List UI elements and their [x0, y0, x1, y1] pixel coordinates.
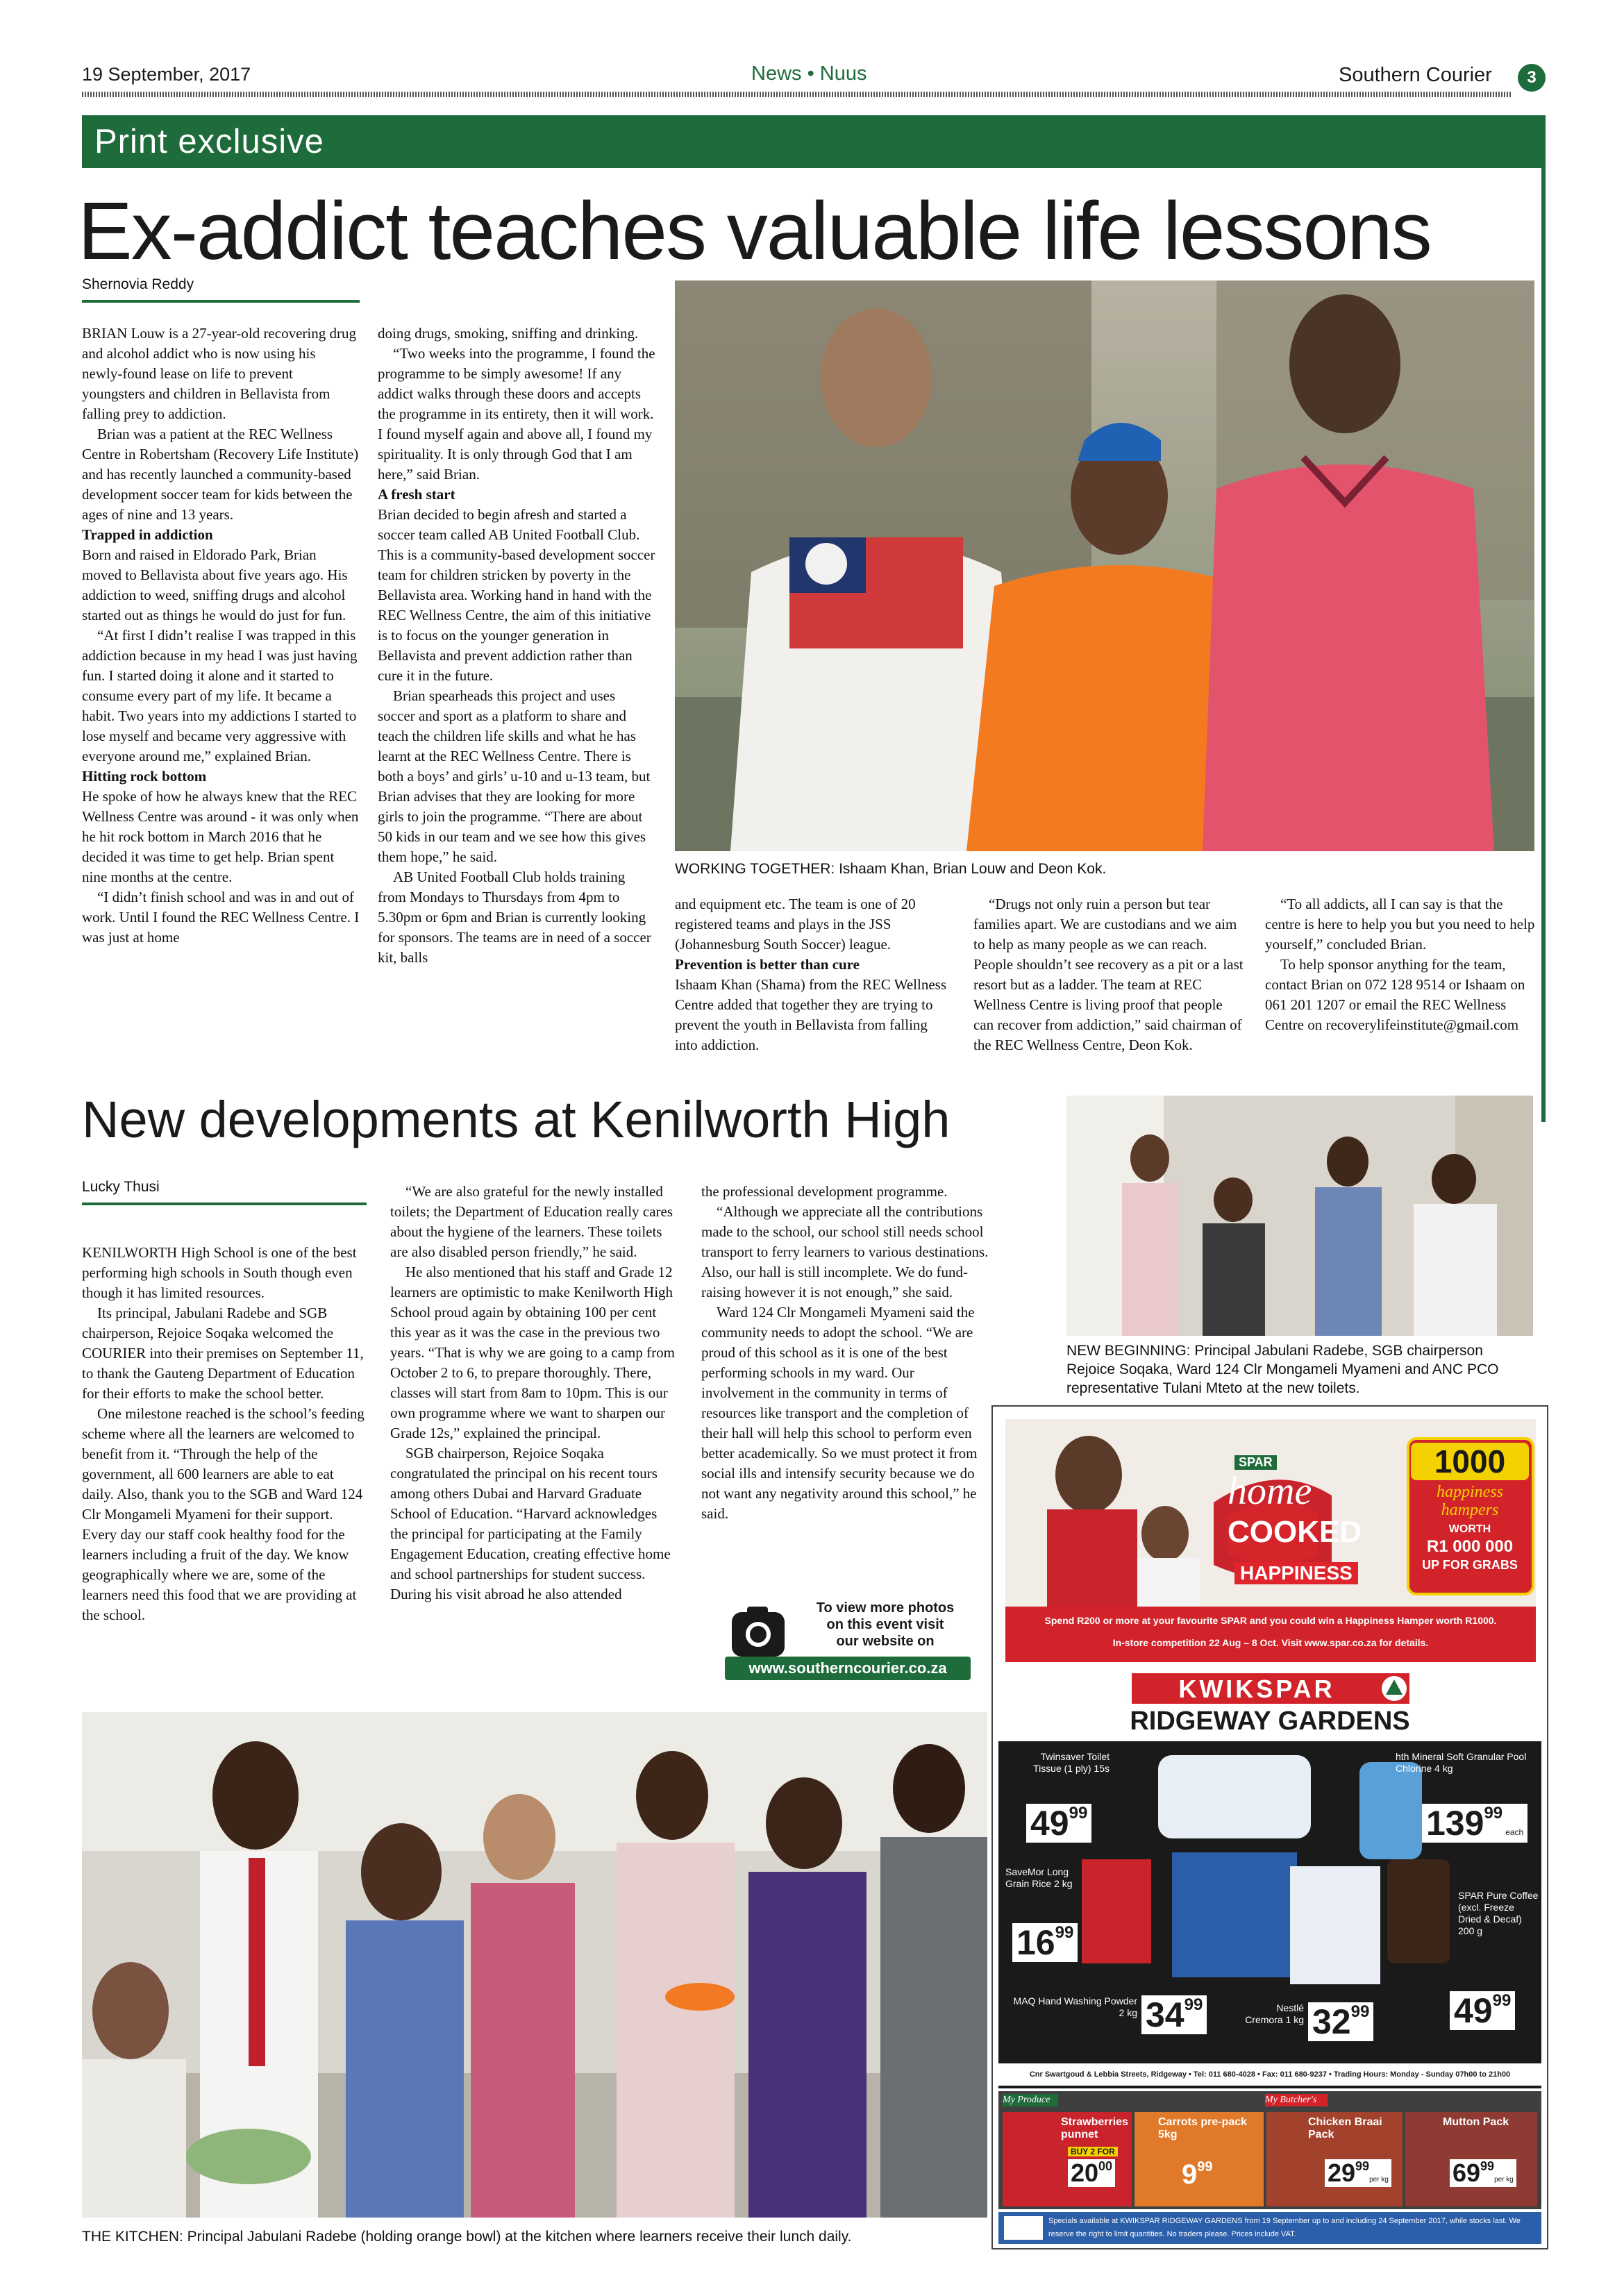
paragraph: “To all addicts, all I can say is that the centre is here to help you but you need to help yourself,” concluded Brian. [1265, 896, 1535, 953]
camera-icon [732, 1612, 785, 1657]
product-3-price-tag [1450, 1991, 1515, 2030]
ad-fresh-panel [998, 2091, 1541, 2209]
byline-2: Lucky Thusi [82, 1179, 160, 1195]
byline-1: Shernovia Reddy [82, 276, 194, 292]
product-1-cents: 99 [1484, 1804, 1503, 1822]
paragraph: “At first I didn’t realise I was trapped in this addiction because in my head I was just having fun. I started doing it alone and it started to consume every part of my life. It became a habit. Two years into my addictions I started to lose myself and became very aggressive with everyone around me,” explained Brian. [82, 627, 358, 764]
spar-advert [991, 1405, 1548, 2249]
product-4-name: MAQ Hand Washing Powder 2 kg [1013, 1995, 1137, 2018]
product-1-price: 139 [1426, 1804, 1484, 1843]
ad-happiness-banner [1005, 1419, 1536, 1662]
paragraph: Brian was a patient at the REC Wellness Centre in Robertsham (Recovery Life Institute) and has recently launched a community-based development soccer team for kids between the ages of nine and 13 years. [82, 426, 359, 523]
paragraph: AB United Football Club holds training from Mondays to Thursdays from 4pm to 5.30pm or 6pm and Brian is currently looking for sponsors. The teams are in need of a soccer kit, balls [378, 869, 651, 966]
product-3-price: 49 [1454, 1991, 1493, 2030]
paragraph: Its principal, Jabulani Radebe and SGB chairperson, Rejoice Soqaka welcomed the COURIER into their premises on September 11, to thank the Gauteng Department of Education for their efforts to make the school better. [82, 1305, 364, 1402]
spar-footer-logo-icon [1004, 2216, 1043, 2240]
paragraph: and equipment etc. The team is one of 20 registered teams and plays in the JSS (Johannesburg South Soccer) league. [675, 896, 916, 953]
product-0-price: 49 [1030, 1804, 1069, 1843]
fresh-2-cents: 99 [1355, 2159, 1370, 2173]
ad-store-name: KWIKSPAR [1178, 1675, 1335, 1703]
paragraph: One milestone reached is the school’s feeding scheme where all the learners are welcomed to benefit from it. “Through the help of the government, all 600 learners are able to eat daily. Also, thank you to the SGB and Ward 124 Clr Mongameli Myameni for their support. Every day our staff cook healthy food for the learners including a fruit of the day. We know geographically where we are, some of the learners need this food that we are providing at the school. [82, 1405, 365, 1623]
ad-banner-line2: COOKED [1228, 1515, 1362, 1549]
ad-badge-mid: happiness hampers [1437, 1483, 1503, 1519]
paragraph: “Drugs not only ruin a person but tear families apart. We are custodians and we aim to help as many people as we can reach. People shouldn’t see recovery as a pit or a last resort but as a ladder. The team at REC Wellness Centre is living proof that people can recover from addiction,” said chairman of the REC Wellness Centre, Deon Kok. [973, 896, 1244, 1053]
product-5-price: 32 [1312, 2002, 1351, 2041]
spar-tree-icon [1382, 1676, 1407, 1701]
fresh-3-price-tag [1450, 2159, 1516, 2187]
fresh-2-name: Chicken Braai Pack [1308, 2116, 1382, 2140]
subheading: A fresh start [378, 486, 455, 503]
header-rule [82, 92, 1512, 97]
photo-working-together-caption: WORKING TOGETHER: Ishaam Khan, Brian Louw and Deon Kok. [675, 861, 1107, 877]
paragraph: He also mentioned that his staff and Grade 12 learners are optimistic to make Kenilworth High School proud again by obtaining 100 per cent this year as it was the case in the previous two years. “That is why we are going to a camp from October 2 to 6, to prepare thoroughly. There, classes will start from 8am to 10pm. This is our own programme where we want to sharpen our Grade 12s,” explained the principal. [390, 1264, 675, 1441]
fresh-3-price: 69 [1453, 2159, 1481, 2187]
article2-column-3 [701, 1182, 990, 1524]
product-2-name: SaveMor Long Grain Rice 2 kg [1005, 1866, 1073, 1889]
promo-url-link[interactable]: www.southerncourier.co.za [725, 1657, 971, 1680]
photo-working-together [675, 280, 1534, 851]
article2-column-2 [390, 1182, 675, 1604]
section-label: News • Nuus [751, 62, 867, 85]
product-2-cents: 99 [1055, 1923, 1074, 1942]
ad-strap-line2: In-store competition 22 Aug – 8 Oct. Visit www.spar.co.za for details. [1112, 1637, 1429, 1648]
ad-products-panel [998, 1741, 1541, 2088]
promo-line-1: To view more photos [816, 1600, 955, 1616]
page-date: 19 September, 2017 [82, 64, 251, 85]
fresh-1-name: Carrots pre-pack 5kg [1158, 2116, 1248, 2140]
fresh-2-unit: per kg [1369, 2176, 1389, 2184]
byline-rule-1 [82, 300, 360, 303]
page-number: 3 [1518, 64, 1546, 92]
ad-badge-amount: R1 000 000 [1426, 1537, 1514, 1556]
paragraph: KENILWORTH High School is one of the best performing high schools in South though even though it has limited resources. [82, 1244, 357, 1301]
paragraph: He spoke of how he always knew that the REC Wellness Centre was around - it was only when he hit rock bottom in March 2016 that he decided it was time to get help. Brian spent nine months at the centre. [82, 788, 359, 885]
fresh-0-deal: BUY 2 FOR [1068, 2147, 1118, 2156]
ad-banner-line3: HAPPINESS [1234, 1562, 1358, 1584]
subheading: Hitting rock bottom [82, 768, 207, 785]
ad-badge-top: 1000 [1411, 1443, 1529, 1480]
paragraph: the professional development programme. [701, 1183, 948, 1200]
product-5-cents: 99 [1350, 2002, 1370, 2021]
fresh-0-price: 20 [1071, 2159, 1099, 2187]
fresh-3-name: Mutton Pack [1443, 2116, 1509, 2128]
product-2-price: 16 [1016, 1923, 1055, 1962]
ad-footer-text: Specials available at KWIKSPAR RIDGEWAY GARDENS from 19 September up to and including 24 September 2017, while stocks last. We reserve the right to limit quantities. No traders please. Prices include VAT. [1048, 2217, 1521, 2238]
banner-label: Print exclusive [94, 123, 324, 160]
photo-working-together-art [675, 280, 1534, 851]
fresh-3-unit: per kg [1494, 2176, 1514, 2184]
article2-column-1 [82, 1243, 367, 1625]
product-1-name: hth Mineral Soft Granular Pool Chlorine 4 kg [1396, 1751, 1527, 1774]
paragraph: Born and raised in Eldorado Park, Brian moved to Bellavista about five years ago. His addiction to weed, sniffing drugs and alcohol started out as things he would do just for fun. [82, 546, 348, 623]
product-1-unit: each [1505, 1827, 1524, 1837]
product-5-name: Nestlé Cremora 1 kg [1245, 2002, 1304, 2025]
paragraph: “I didn’t finish school and was in and out of work. Until I found the REC Wellness Centre. I was just at home [82, 889, 360, 946]
photo-new-beginning [1066, 1096, 1533, 1336]
photo-the-kitchen [82, 1712, 987, 2218]
fresh-3-cents: 99 [1480, 2159, 1495, 2173]
byline-rule-2 [82, 1203, 367, 1205]
subheading: Trapped in addiction [82, 526, 213, 543]
banner-rule [1541, 115, 1546, 1122]
headline-1: Ex-addict teaches valuable life lessons [78, 185, 1431, 277]
photo-new-beginning-art [1066, 1096, 1533, 1336]
photo-the-kitchen-caption: THE KITCHEN: Principal Jabulani Radebe (holding orange bowl) at the kitchen where learners receive their lunch daily. [82, 2229, 852, 2245]
paragraph: doing drugs, smoking, sniffing and drinking. [378, 325, 639, 342]
paper-name: Southern Courier [1339, 64, 1492, 86]
ad-location: RIDGEWAY GARDENS [1130, 1707, 1410, 1736]
article1-column-3 [675, 894, 953, 1055]
subheading: Prevention is better than cure [675, 956, 860, 973]
promo-line-3: our website on [836, 1634, 935, 1649]
paragraph: Brian decided to begin afresh and started a soccer team called AB United Football Club. This is a community-based development soccer team for children stricken by poverty in the Bellavista area. Working hand in hand with the REC Wellness Centre, the aim of this initiative is to focus on the younger generation in Bellavista and prevent addiction rather than cure it in the future. [378, 506, 655, 684]
fresh-1-price: 9 [1182, 2159, 1198, 2190]
paragraph: Brian spearheads this project and uses soccer and sport as a platform to share and teach the children life skills and what he has learnt at the REC Wellness Centre. There is both a boys’ and girls’ u-10 and u-13 team, but Brian advises that they are looking for more girls to join the programme. “There are about 50 kids in our team and we see how this gives them hope,” he said. [378, 687, 651, 865]
ad-spar-brand: SPAR [1234, 1455, 1277, 1470]
article1-column-4 [973, 894, 1244, 1055]
fresh-2-price: 29 [1328, 2159, 1356, 2187]
ad-badge-bottom: UP FOR GRABS [1422, 1558, 1518, 1572]
paragraph: “We are also grateful for the newly installed toilets; the Department of Education really cares about the hygiene of the learners. These toilets are also disabled person friendly,” he said. [390, 1183, 673, 1260]
product-3-cents: 99 [1492, 1991, 1512, 2010]
product-4-price: 34 [1146, 1995, 1184, 2034]
paragraph: To help sponsor anything for the team, contact Brian on 072 128 9514 or Ishaam on 061 201 1207 or email the REC Wellness Centre on recoverylifeinstitute@gmail.com [1265, 956, 1525, 1033]
promo-line-2: on this event visit [826, 1617, 944, 1632]
fresh-1-cents: 99 [1197, 2159, 1213, 2175]
product-2-price-tag [1012, 1923, 1078, 1962]
ad-strap-line1: Spend R200 or more at your favourite SPAR and you could win a Happiness Hamper worth R1000. [1044, 1615, 1497, 1626]
paragraph: SGB chairperson, Rejoice Soqaka congratulated the principal on his recent tours among others Dubai and Harvard Graduate School of Education. “Harvard acknowledges the principal for participating at the Family Engagement Education, creating effective home and school partnerships for student success. During his visit abroad he also attended [390, 1445, 671, 1602]
more-photos-promo [725, 1598, 968, 1682]
article1-column-1 [82, 324, 360, 948]
product-0-price-tag [1026, 1804, 1091, 1843]
fresh-0-cents: 00 [1098, 2159, 1113, 2173]
fresh-2-price-tag [1325, 2159, 1391, 2187]
product-5-price-tag [1308, 2002, 1373, 2041]
ad-produce-label: My Produce [1003, 2094, 1058, 2106]
paragraph: Ward 124 Clr Mongameli Myameni said the community needs to adopt the school. “We are proud of this school as it is one of the best performing schools in my ward. Our involvement in the community in terms of resources like transport and the completion of their hall will help this school to perform even better academically. So we must protect it from social ills and intensify security because we do not want any negativity around this school,” he said. [701, 1304, 978, 1522]
product-1-price-tag [1422, 1804, 1527, 1843]
article1-column-5 [1265, 894, 1536, 1035]
photo-new-beginning-caption: NEW BEGINNING: Principal Jabulani Radebe, SGB chairperson Rejoice Soqaka, Ward 124 Clr Mongameli Myameni and ANC PCO representative Tulani Mteto at the new toilets. [1066, 1343, 1499, 1396]
headline-2: New developments at Kenilworth High [82, 1091, 951, 1148]
paragraph: Ishaam Khan (Shama) from the REC Wellness Centre added that together they are trying to prevent the youth in Bellavista from falling into addiction. [675, 976, 947, 1053]
paragraph: “Although we appreciate all the contributions made to the school, our school still needs school transport to ferry learners to various destinations. Also, our hall is still incomplete. We do fund-raising however it is not enough,” she said. [701, 1203, 989, 1300]
photo-the-kitchen-art [82, 1712, 987, 2218]
ad-address: Cnr Swartgoud & Lebbia Streets, Ridgeway • Tel: 011 680-4028 • Fax: 011 680-9237 • Trading Hours: Monday - Sunday 07h00 to 21h00 [998, 2063, 1541, 2086]
paragraph: BRIAN Louw is a 27-year-old recovering drug and alcohol addict who is now using his newly-found lease on life to prevent youngsters and children in Bellavista from falling prey to addiction. [82, 325, 356, 422]
article1-column-2 [378, 324, 655, 968]
ad-banner-line1: home [1228, 1470, 1312, 1513]
product-4-cents: 99 [1184, 1995, 1203, 2014]
product-0-cents: 99 [1069, 1804, 1088, 1822]
product-4-price-tag [1141, 1995, 1207, 2034]
ad-badge-worth: WORTH [1448, 1523, 1491, 1535]
product-0-name: Twinsaver Toilet Tissue (1 ply) 15s [1033, 1751, 1110, 1774]
fresh-0-name: Strawberries punnet [1061, 2116, 1128, 2140]
product-3-name: SPAR Pure Coffee (excl. Freeze Dried & Decaf) 200 g [1458, 1890, 1539, 1936]
paragraph: “Two weeks into the programme, I found the programme to be simply awesome! If any addict walks through these doors and accepts the programme in its entirety, then it will work. I found myself again and above all, I found my spirituality. It is only through God that I am here,” said Brian. [378, 345, 655, 483]
fresh-0-price-tag [1068, 2159, 1115, 2187]
ad-butcher-label: My Butcher's [1265, 2094, 1328, 2106]
fresh-1-price-tag [1179, 2159, 1216, 2190]
